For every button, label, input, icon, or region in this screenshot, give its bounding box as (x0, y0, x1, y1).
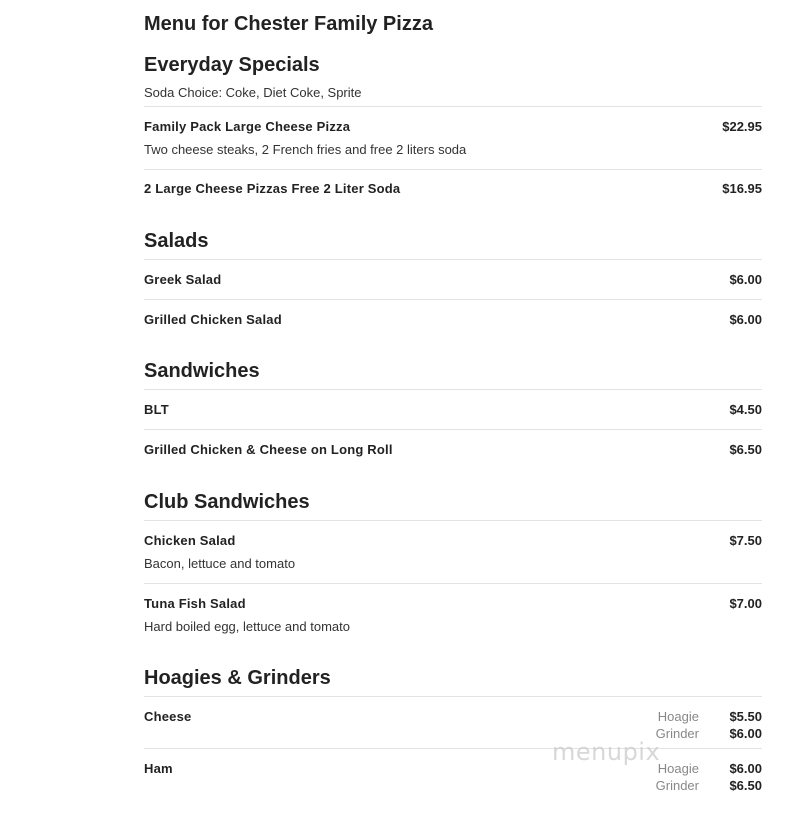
menu-item-name: Ham (144, 761, 173, 776)
menu-item-price: $7.00 (729, 596, 762, 611)
menu-item-price: $4.50 (729, 402, 762, 417)
menu-item-description: Hard boiled egg, lettuce and tomato (144, 619, 350, 634)
size-label: Grinder (655, 778, 699, 793)
menu-item-name: Tuna Fish Salad (144, 596, 246, 611)
menu-item-price: $6.50 (729, 442, 762, 457)
page-title: Menu for Chester Family Pizza (144, 13, 433, 35)
section-title-club-sandwiches: Club Sandwiches (144, 491, 310, 513)
size-label: Hoagie (657, 709, 699, 724)
menu-item-price: $6.00 (729, 272, 762, 287)
divider (144, 520, 762, 521)
menu-item-description: Two cheese steaks, 2 French fries and free 2 liters soda (144, 142, 467, 157)
menu-item-price: $6.00 (729, 726, 762, 741)
section-title-everyday-specials: Everyday Specials (144, 54, 320, 76)
menu-item-price: $7.50 (729, 533, 762, 548)
divider (144, 748, 762, 749)
watermark-logo: menupix (552, 738, 661, 766)
menu-item-name: Cheese (144, 709, 192, 724)
menu-item-price: $6.00 (729, 761, 762, 776)
divider (144, 696, 762, 697)
menu-item-name: Grilled Chicken & Cheese on Long Roll (144, 442, 393, 457)
menu-item-price: $6.00 (729, 312, 762, 327)
menu-item-price: $22.95 (722, 119, 762, 134)
menu-item-price: $16.95 (722, 181, 762, 196)
section-title-sandwiches: Sandwiches (144, 360, 260, 382)
size-label: Hoagie (657, 761, 699, 776)
menu-item-name: Greek Salad (144, 272, 222, 287)
size-label: Grinder (655, 726, 699, 741)
divider (144, 389, 762, 390)
menu-item-name: Chicken Salad (144, 533, 236, 548)
section-title-salads: Salads (144, 230, 209, 252)
divider (144, 259, 762, 260)
menu-item-name: Grilled Chicken Salad (144, 312, 282, 327)
divider (144, 106, 762, 107)
menu-item-description: Bacon, lettuce and tomato (144, 556, 296, 571)
menu-item-name: 2 Large Cheese Pizzas Free 2 Liter Soda (144, 181, 401, 196)
menu-item-price: $5.50 (729, 709, 762, 724)
divider (144, 583, 762, 584)
section-title-hoagies-grinders: Hoagies & Grinders (144, 667, 331, 689)
section-note: Soda Choice: Coke, Diet Coke, Sprite (144, 85, 362, 100)
menu-item-price: $6.50 (729, 778, 762, 793)
divider (144, 299, 762, 300)
divider (144, 169, 762, 170)
menu-item-name: BLT (144, 402, 169, 417)
menu-item-name: Family Pack Large Cheese Pizza (144, 119, 351, 134)
divider (144, 429, 762, 430)
